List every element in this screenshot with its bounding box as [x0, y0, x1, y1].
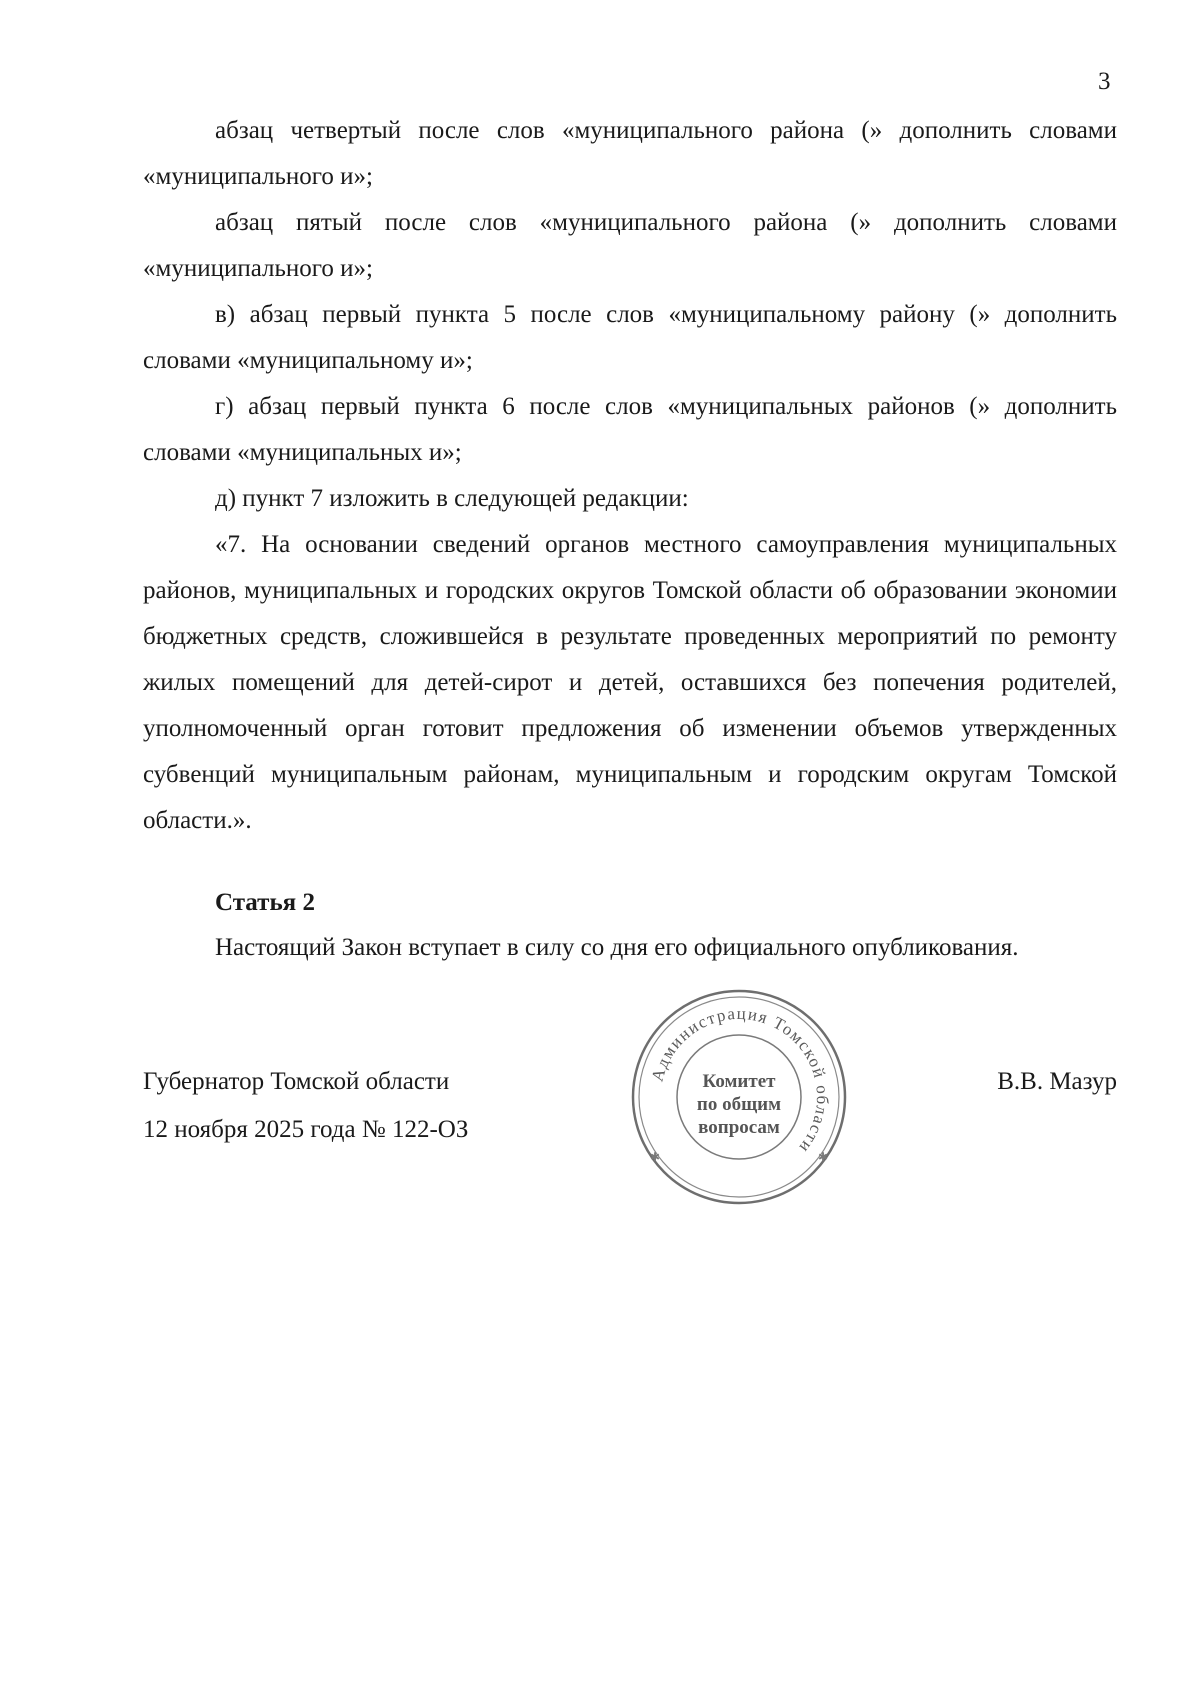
seal-star-right-icon: ✱: [818, 1150, 829, 1164]
seal-center-line-2: по общим: [696, 1094, 782, 1115]
page-number: 3: [1098, 68, 1111, 95]
paragraph-5: д) пункт 7 изложить в следующей редакции:: [215, 485, 689, 512]
signature-block: [143, 1058, 468, 1154]
official-seal-stamp: [628, 986, 850, 1208]
article-text: Настоящий Закон вступает в силу со дня его официального опубликования.: [215, 934, 1019, 961]
seal-star-left-icon: ✱: [650, 1150, 661, 1164]
seal-center-line-1: Комитет: [702, 1071, 776, 1092]
seal-ring-text: Администрация Томской области: [647, 1003, 833, 1158]
amendment-text: [143, 108, 1117, 844]
paragraph-1: абзац четвертый после слов «муниципального района (» дополнить словами «муниципального и»;: [143, 117, 1117, 190]
seal-graphic: [628, 986, 850, 1208]
paragraph-6: «7. На основании сведений органов местного самоуправления муниципальных районов, муниципальных и городских округов Томской области об образовании экономии бюджетных средств, сложившейся в результате проведенных мероприятий по ремонту жилых помещений для детей-сирот и детей, оставшихся без попечения родителей, уполномоченный орган готовит предложения об изменении объемов утвержденных субвенций муниципальным районам, муниципальным и городским округам Томской области.».: [143, 531, 1117, 834]
law-date-number: 12 ноября 2025 года № 122-ОЗ: [143, 1116, 469, 1143]
article-heading: Статья 2: [215, 889, 315, 916]
signatory-position: Губернатор Томской области: [143, 1068, 450, 1095]
paragraph-2: абзац пятый после слов «муниципального района (» дополнить словами «муниципального и»;: [143, 209, 1117, 282]
paragraph-4: г) абзац первый пункта 6 после слов «муниципальных районов (» дополнить словами «муниципальных и»;: [143, 393, 1117, 466]
signatory-name: В.В. Мазур: [997, 1068, 1117, 1095]
seal-center-line-3: вопросам: [698, 1117, 780, 1138]
paragraph-3: в) абзац первый пункта 5 после слов «муниципальному району (» дополнить словами «муниципальному и»;: [143, 301, 1117, 374]
